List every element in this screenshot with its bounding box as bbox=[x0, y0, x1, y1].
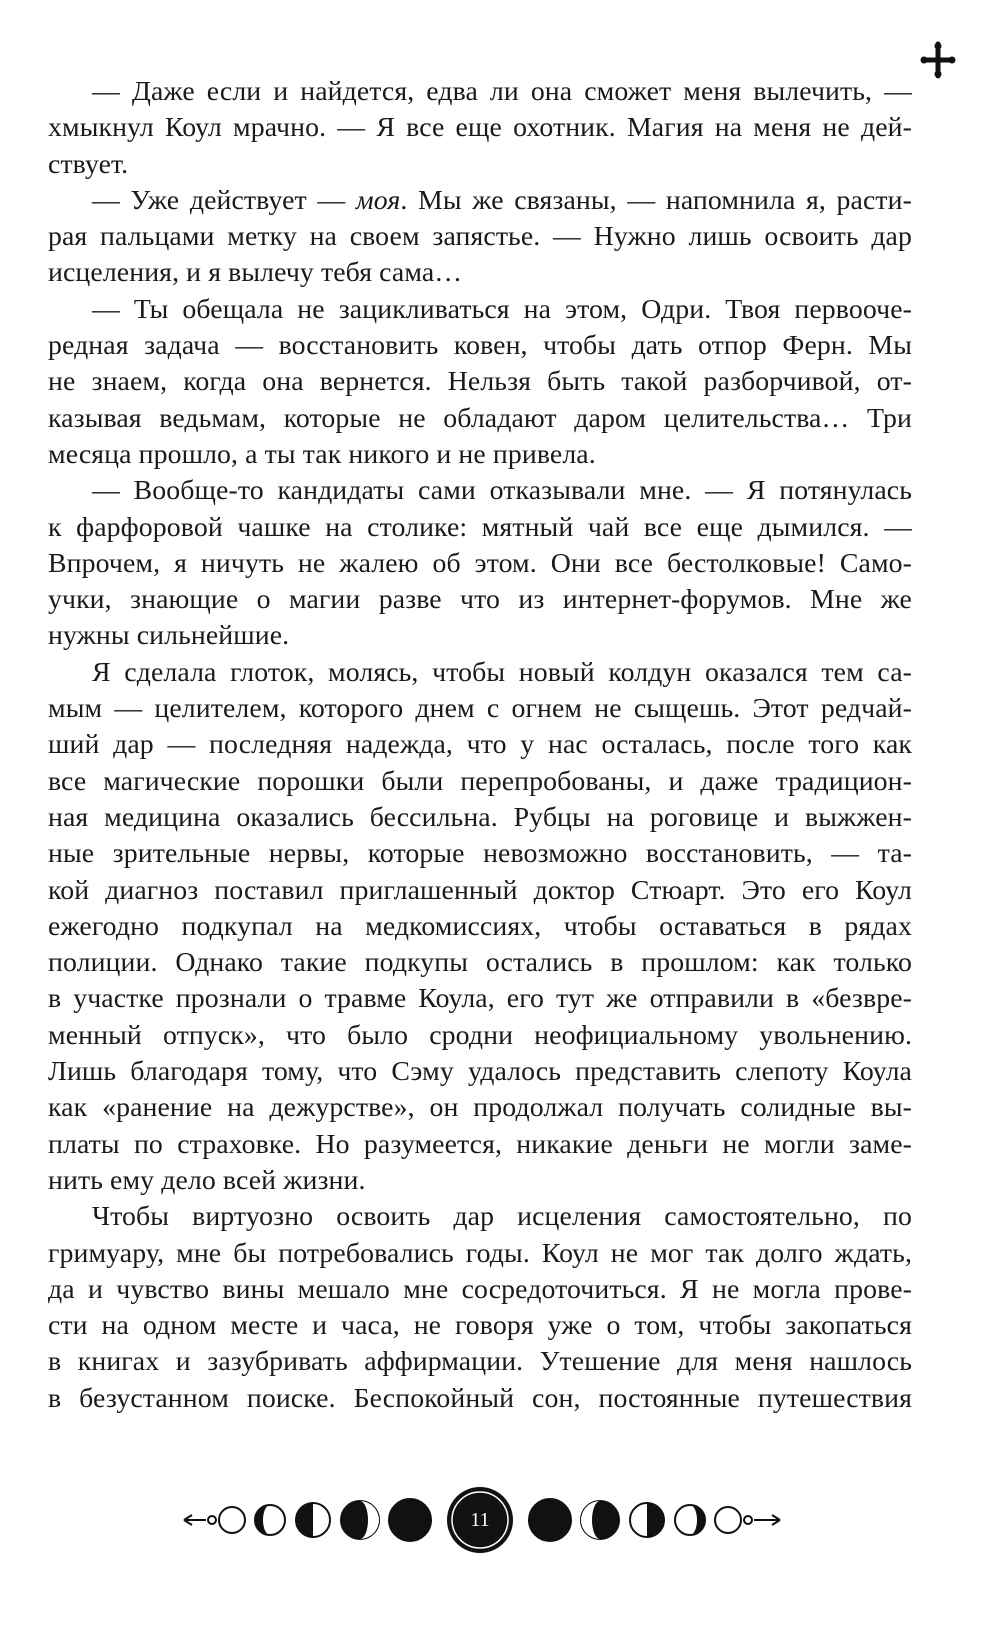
text-line: ежегодно подкупал на медкомиссиях, чтобы оставаться в рядах bbox=[48, 910, 912, 942]
text-line: Я сделала глоток, молясь, чтобы новый колдун оказался тем са- bbox=[92, 656, 912, 688]
text-line: платы по страховке. Но разумеется, никакие деньги не могли заме- bbox=[48, 1128, 912, 1160]
text-line: кой диагноз поставил приглашенный доктор Стюарт. Это его Коул bbox=[48, 874, 912, 906]
text-line: гримуару, мне бы потребовались годы. Коул не мог так долго ждать, bbox=[48, 1237, 912, 1269]
text-line: учки, знающие о магии разве что из интернет-форумов. Мне же bbox=[48, 584, 912, 616]
text-line: сти на одном месте и часа, не говоря уже о том, чтобы закопаться bbox=[48, 1310, 912, 1342]
cross-ornament-icon bbox=[918, 40, 958, 80]
body-text bbox=[48, 74, 912, 1417]
text-line: все магические порошки были перепробованы, и даже традицион- bbox=[48, 765, 912, 797]
text-line: ные зрительные нервы, которые невозможно восстановить, — та- bbox=[48, 838, 912, 870]
text-line: ствует. bbox=[48, 148, 129, 180]
text-line: хмыкнул Коул мрачно. — Я все еще охотник. Магия на меня не дей- bbox=[48, 112, 912, 144]
text-line: к фарфоровой чашке на столике: мятный чай все еще дымился. — bbox=[48, 511, 912, 543]
text-line: как «ранение на дежурстве», он продолжал получать солидные вы- bbox=[48, 1092, 912, 1124]
text-line: редная задача — восстановить ковен, чтобы дать отпор Ферн. Мы bbox=[48, 330, 912, 362]
text-line: — Вообще-то кандидаты сами отказывали мне. — Я потянулась bbox=[92, 475, 912, 507]
text-line: Чтобы виртуозно освоить дар исцеления самостоятельно, по bbox=[92, 1201, 912, 1233]
text-line: — Даже если и найдется, едва ли она сможет меня вылечить, — bbox=[92, 76, 912, 107]
text-line: да и чувство вины мешало мне сосредоточиться. Я не могла прове- bbox=[48, 1273, 912, 1305]
text-line: Лишь благодаря тому, что Сэму удалось представить слепоту Коула bbox=[48, 1056, 912, 1088]
text-line: ная медицина оказались бессильна. Рубцы на роговице и выжжен- bbox=[48, 801, 912, 833]
page-number: 11 bbox=[470, 1509, 490, 1531]
text-line: в безустанном поиске. Беспокойный сон, постоянные путешествия bbox=[48, 1382, 912, 1414]
text-line: в участке прознали о травме Коула, его тут же отправили в «безвре- bbox=[48, 983, 912, 1015]
text-line: нить ему дело всей жизни. bbox=[48, 1164, 366, 1196]
text-line: ший дар — последняя надежда, что у нас осталась, после того как bbox=[48, 729, 912, 761]
text-line: рая пальцами метку на своем запястье. — Нужно лишь освоить дар bbox=[48, 221, 912, 253]
text-line: — Уже действует — моя. Мы же связаны, — напомнила я, расти- bbox=[92, 184, 912, 216]
text-line: исцеления, и я вылечу тебя сама… bbox=[48, 257, 463, 289]
text-line: в книгах и зазубривать аффирмации. Утешение для меня нашлось bbox=[48, 1346, 912, 1378]
text-line: менный отпуск», что было сродни неофициальному увольнению. bbox=[48, 1019, 912, 1051]
text-line: мым — целителем, которого днем с огнем не сыщешь. Этот редчай- bbox=[48, 693, 912, 725]
text-line: полиции. Однако такие подкупы остались в прошлом: как только bbox=[48, 947, 912, 979]
text-line: казывая ведьмам, которые не обладают даром целительства… Три bbox=[48, 402, 912, 434]
text-line: нужны сильнейшие. bbox=[48, 620, 290, 652]
text-line: не знаем, когда она вернется. Нельзя быть такой разборчивой, от- bbox=[48, 366, 912, 398]
text-line: Впрочем, я ничуть не жалею об этом. Они все бестолковые! Само- bbox=[48, 547, 912, 579]
text-line: — Ты обещала не зацикливаться на этом, Одри. Твоя первооче- bbox=[92, 293, 912, 325]
text-line: месяца прошло, а ты так никого и не привела. bbox=[48, 438, 596, 470]
